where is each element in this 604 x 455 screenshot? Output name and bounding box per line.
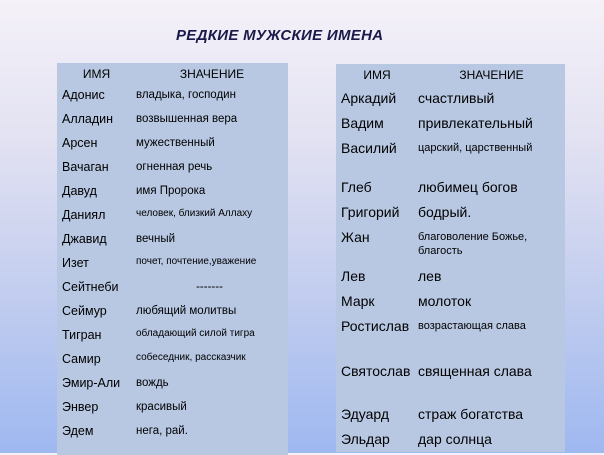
table-row: [336, 289, 565, 314]
meaning-column-header: ЗНАЧЕНИЕ: [459, 68, 524, 82]
name-cell: Адонис: [62, 88, 105, 102]
table-row: [57, 85, 288, 109]
table-row: [57, 277, 288, 301]
name-cell: Эдуард: [341, 406, 390, 422]
table-row: [336, 427, 565, 452]
left-names-table: [57, 63, 288, 455]
table-row: [336, 111, 565, 136]
meaning-cell: владыка, господин: [136, 89, 236, 101]
meaning-cell: возвышенная вера: [136, 113, 238, 125]
name-cell: Эдем: [62, 424, 94, 438]
table-row: [57, 397, 288, 421]
table-row: [57, 229, 288, 253]
meaning-cell: мужественный: [136, 137, 215, 149]
name-column-header: ИМЯ: [82, 67, 111, 81]
name-cell: Алладин: [62, 112, 114, 126]
name-cell: Жан: [341, 229, 370, 245]
right-names-table: [336, 64, 565, 452]
meaning-cell: бодрый.: [418, 204, 472, 220]
table-row: [336, 200, 565, 225]
meaning-cell: возрастающая слава: [418, 320, 526, 332]
table-row: [57, 109, 288, 133]
meaning-cell: человек, близкий Аллаху: [136, 208, 253, 219]
table-row: [57, 325, 288, 349]
meaning-cell: дар солнца: [418, 431, 492, 447]
name-cell: Энвер: [62, 400, 99, 414]
meaning-cell: огненная речь: [136, 161, 213, 173]
table-row: [336, 314, 565, 359]
meaning-cell: счастливый: [418, 90, 495, 106]
meaning-cell: привлекательный: [418, 115, 533, 131]
name-cell: Эмир-Али: [62, 376, 121, 390]
meaning-cell: любящий молитвы: [136, 305, 237, 317]
name-cell: Марк: [341, 293, 375, 309]
name-cell: Григорий: [341, 204, 400, 220]
name-cell: Даниял: [62, 208, 106, 222]
table-header-row: [57, 63, 288, 85]
meaning-cell: вождь: [136, 377, 169, 389]
name-cell: Сеймур: [62, 304, 107, 318]
table-row: [57, 421, 288, 455]
name-cell: Сейтнеби: [62, 280, 119, 294]
name-cell: Джавид: [62, 232, 107, 246]
meaning-cell: почет, почтение,уважение: [136, 256, 257, 267]
table-row: [57, 181, 288, 205]
meaning-cell: обладающий силой тигра: [136, 328, 255, 339]
meaning-cell: благоволение Божье, благость: [418, 231, 528, 257]
page-title: РЕДКИЕ МУЖСКИЕ ИМЕНА: [176, 27, 384, 44]
table-row: [57, 373, 288, 397]
meaning-cell: молоток: [418, 293, 472, 309]
table-row: [336, 402, 565, 427]
name-cell: Вадим: [341, 115, 384, 131]
meaning-cell: любимец богов: [418, 179, 518, 195]
meaning-cell: имя Пророка: [136, 185, 206, 197]
name-cell: Василий: [341, 140, 397, 156]
name-cell: Эльдар: [341, 431, 390, 447]
name-cell: Изет: [62, 256, 89, 270]
name-cell: Аркадий: [341, 90, 397, 106]
name-cell: Вачаган: [62, 160, 109, 174]
name-cell: Давуд: [62, 184, 97, 198]
meaning-cell: страж богатства: [418, 406, 524, 422]
table-row: [336, 264, 565, 289]
name-cell: Лев: [341, 268, 366, 284]
table-row: [57, 133, 288, 157]
meaning-cell: нега, рай.: [136, 425, 188, 437]
meaning-cell: красивый: [136, 401, 187, 413]
table-row: [57, 301, 288, 325]
table-row: [336, 359, 565, 402]
name-cell: Арсен: [62, 136, 98, 150]
meaning-cell: -------: [196, 281, 223, 293]
name-cell: Самир: [62, 352, 101, 366]
table-header-row: [336, 64, 565, 86]
table-row: [336, 86, 565, 111]
meaning-cell: собеседник, рассказчик: [136, 352, 246, 363]
table-row: [336, 175, 565, 200]
meaning-cell: лев: [418, 268, 442, 284]
meaning-cell: царский, царственный: [418, 142, 533, 154]
table-row: [57, 253, 288, 277]
meaning-cell: священная слава: [418, 363, 532, 379]
name-column-header: ИМЯ: [363, 68, 391, 82]
name-cell: Святослав: [341, 363, 411, 379]
meaning-cell: вечный: [136, 233, 176, 245]
table-row: [57, 349, 288, 373]
name-cell: Тигран: [62, 328, 102, 342]
table-row: [57, 205, 288, 229]
meaning-column-header: ЗНАЧЕНИЕ: [179, 67, 245, 81]
table-row: [57, 157, 288, 181]
name-cell: Глеб: [341, 179, 372, 195]
name-cell: Ростислав: [341, 318, 410, 334]
table-row: [336, 136, 565, 175]
table-row: [336, 225, 565, 264]
